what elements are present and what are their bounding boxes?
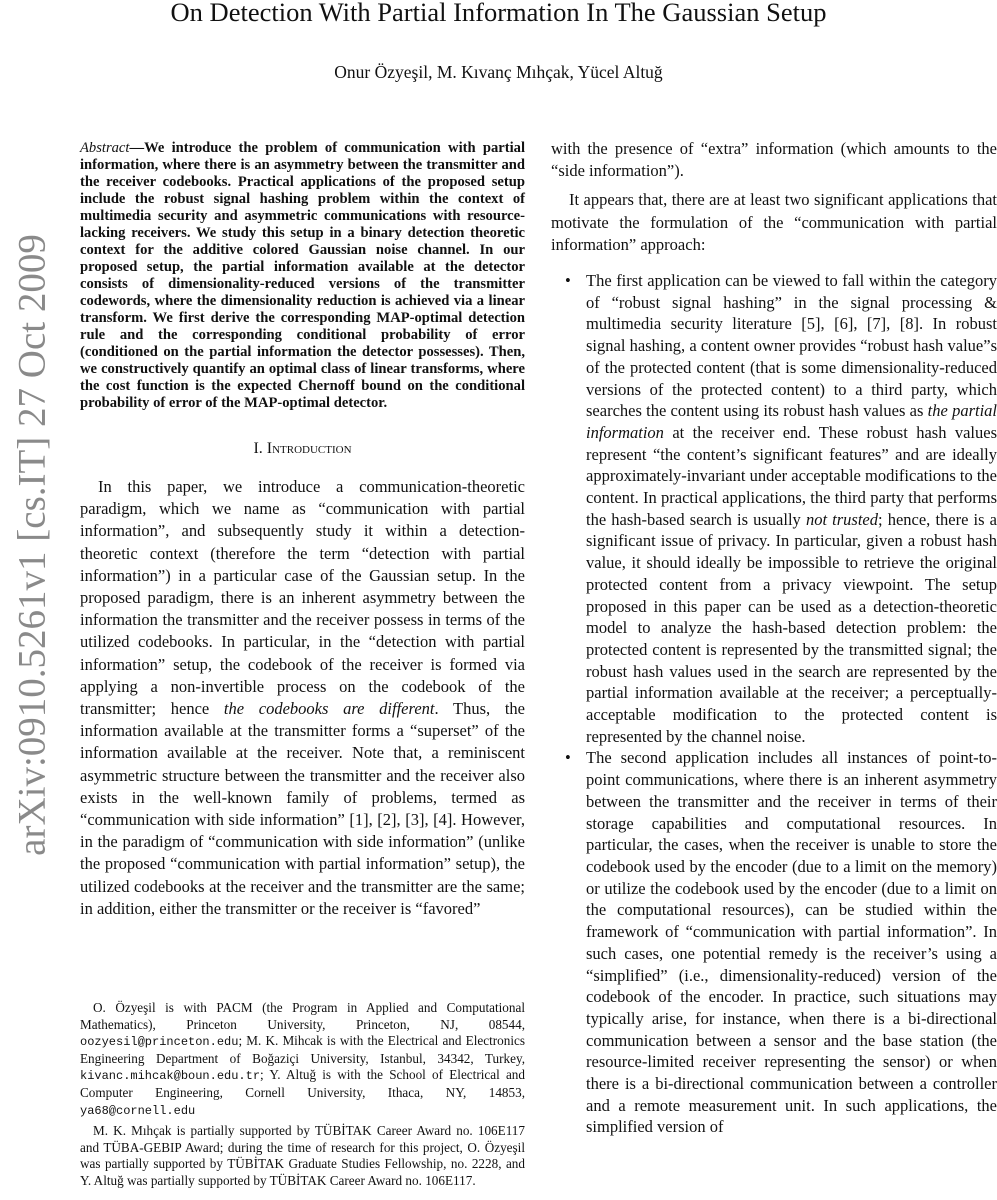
arxiv-stamp	[0, 0, 60, 1200]
email-link[interactable]: ya68@cornell.edu	[80, 1103, 196, 1118]
email-link[interactable]: kivanc.mihcak@boun.edu.tr	[80, 1069, 261, 1084]
left-column	[80, 140, 525, 920]
intro-paragraph-1-continued: with the presence of “extra” information (which amounts to the “side information”).	[551, 139, 997, 181]
abstract-dash: —	[129, 140, 145, 156]
email-link[interactable]: oozyesil@princeton.edu	[80, 1035, 239, 1050]
footnotes	[80, 1000, 525, 1190]
bullet-icon: •	[565, 271, 571, 291]
arxiv-stamp-text: arXiv:0910.5261v1 [cs.IT] 27 Oct 2009	[10, 234, 54, 856]
section-heading-introduction: I. Introduction	[253, 440, 352, 457]
bullet-icon: •	[565, 748, 571, 768]
intro-paragraph-1: In this paper, we introduce a communication-theoretic paradigm, which we name as “communication with partial information”, and subsequently study it within a detection-theoretic context (therefore the term “detection with partial information”) in a particular case of the Gaussian setup. In the proposed paradigm, there is an inherent asymmetry between the information the transmitter and the receiver possess in terms of the utilized codebooks. In particular, in the “detection with partial information” setup, the codebook of the receiver is formed via applying a non-invertible process on the codebook of the transmitter; hence the codebooks are different. Thus, the information available at the transmitter forms a “superset” of the information available at the receiver. Note that, a reminiscent asymmetric structure between the transmitter and the receiver also exists in the well-known family of problems, termed as “communication with side information” [1], [2], [3], [4]. However, in the paradigm of “communication with side information” (unlike the proposed “communication with partial information” setup), the utilized codebooks at the receiver and the transmitter are the same; in addition, either the transmitter or the receiver is “favored”	[80, 477, 525, 918]
footnote-funding: M. K. Mıhçak is partially supported by TÜBİTAK Career Award no. 106E117 and TÜBA-GEBIP Award; during the time of research for this project, O. Özyeşil was partially supported by TÜBİTAK Graduate Studies Fellowship, no. 2228, and Y. Altuğ was partially supported by TÜBİTAK Career Award no. 106E117.	[80, 1123, 525, 1188]
emphasis-partial-information: the partial information	[586, 401, 997, 442]
abstract-text: We introduce the problem of communication with partial information, where there is an asymmetry between the transmitter and the receiver codebooks. Practical applications of the proposed setup include the robust signal hashing problem within the context of multimedia security and asymmetric communications with resource-lacking receivers. We study this setup in a binary detection theoretic context for the additive colored Gaussian noise channel. In our proposed setup, the partial information available at the detector consists of dimensionality-reduced versions of the transmitter codewords, where the dimensionality reduction is achieved via a linear transform. We first derive the corresponding MAP-optimal detection rule and the corresponding conditional probability of error (conditioned on the partial information the detector possesses). Then, we constructively quantify an optimal class of linear transforms, where the cost function is the expected Chernoff bound on the conditional probability of error of the MAP-optimal detector.	[80, 140, 525, 411]
list-item: • The second application includes all instances of point-to-point communications, where there is an inherent asymmetry between the transmitter and the receiver in terms of their storage capabilities and computational resources. In particular, the cases, when the receiver is unable to store the codebook used by the encoder (due to a limit on the memory) or utilize the codebook used by the encoder (due to a limit on the computational resources), can be studied within the framework of “communication with partial information”. In such cases, one potential remedy is the receiver’s using a “simplified” (i.e., dimensionality-reduced) version of the codebook of the encoder. In practice, such situations may typically arise, for instance, when there is a bi-directional communication between a sensor and the base station (the resource-limited receiver representing the sensor) or when there is a bi-directional communication between a controller and a remote measurement unit. In such applications, the simplified version of	[565, 748, 997, 1137]
emphasis-not-trusted: not trusted	[805, 509, 878, 529]
application-list	[551, 270, 997, 1138]
abstract-label: Abstract	[80, 140, 130, 156]
intro-paragraph-2: It appears that, there are at least two significant applications that motivate the formulation of the “communication with partial information” approach:	[551, 190, 997, 254]
author-list: Onur Özyeşil, M. Kıvanç Mıhçak, Yücel Altuğ	[334, 62, 663, 82]
intro-body-left	[80, 476, 525, 920]
emphasis-codebooks-different: the codebooks are different	[223, 699, 435, 719]
list-item: • The first application can be viewed to fall within the category of “robust signal hashing” in the signal processing & multimedia security literature [5], [6], [7], [8]. In robust signal hashing, a content owner provides “robust hash value”s of the protected content (that is some dimensionality-reduced versions of the protected content) to a third party, which searches the content using its robust hash values as the partial information at the receiver end. These robust hash values represent “the content’s significant features” and are ideally approximately-invariant under acceptable modifications to the content. In practical applications, the third party that performs the hash-based search is usually not trusted; hence, there is a significant issue of privacy. In particular, given a robust hash value, it should ideally be impossible to retrieve the original protected content from a privacy viewpoint. The setup proposed in this paper can be used as a detection-theoretic model to analyze the hash-based detection problem: the protected content is represented by the transmitted signal; the robust hash values used in the search are represented by the partial information available at the receiver; a perceptually-acceptable modification to the protected content is represented by the channel noise.	[565, 271, 997, 746]
footnote-affiliations: O. Özyeşil is with PACM (the Program in Applied and Computational Mathematics), Princeton University, Princeton, NJ, 08544, oozyesil@princeton.edu; M. K. Mihcak is with the Electrical and Electronics Engineering Department of Boğaziçi University, Istanbul, 34342, Turkey, kivanc.mihcak@boun.edu.tr; Y. Altuğ is with the School of Electrical and Computer Engineering, Cornell University, Ithaca, NY, 14853, ya68@cornell.edu	[80, 1000, 525, 1118]
paper-title: On Detection With Partial Information In The Gaussian Setup	[170, 0, 827, 27]
right-column	[551, 138, 997, 1138]
abstract	[80, 140, 525, 412]
